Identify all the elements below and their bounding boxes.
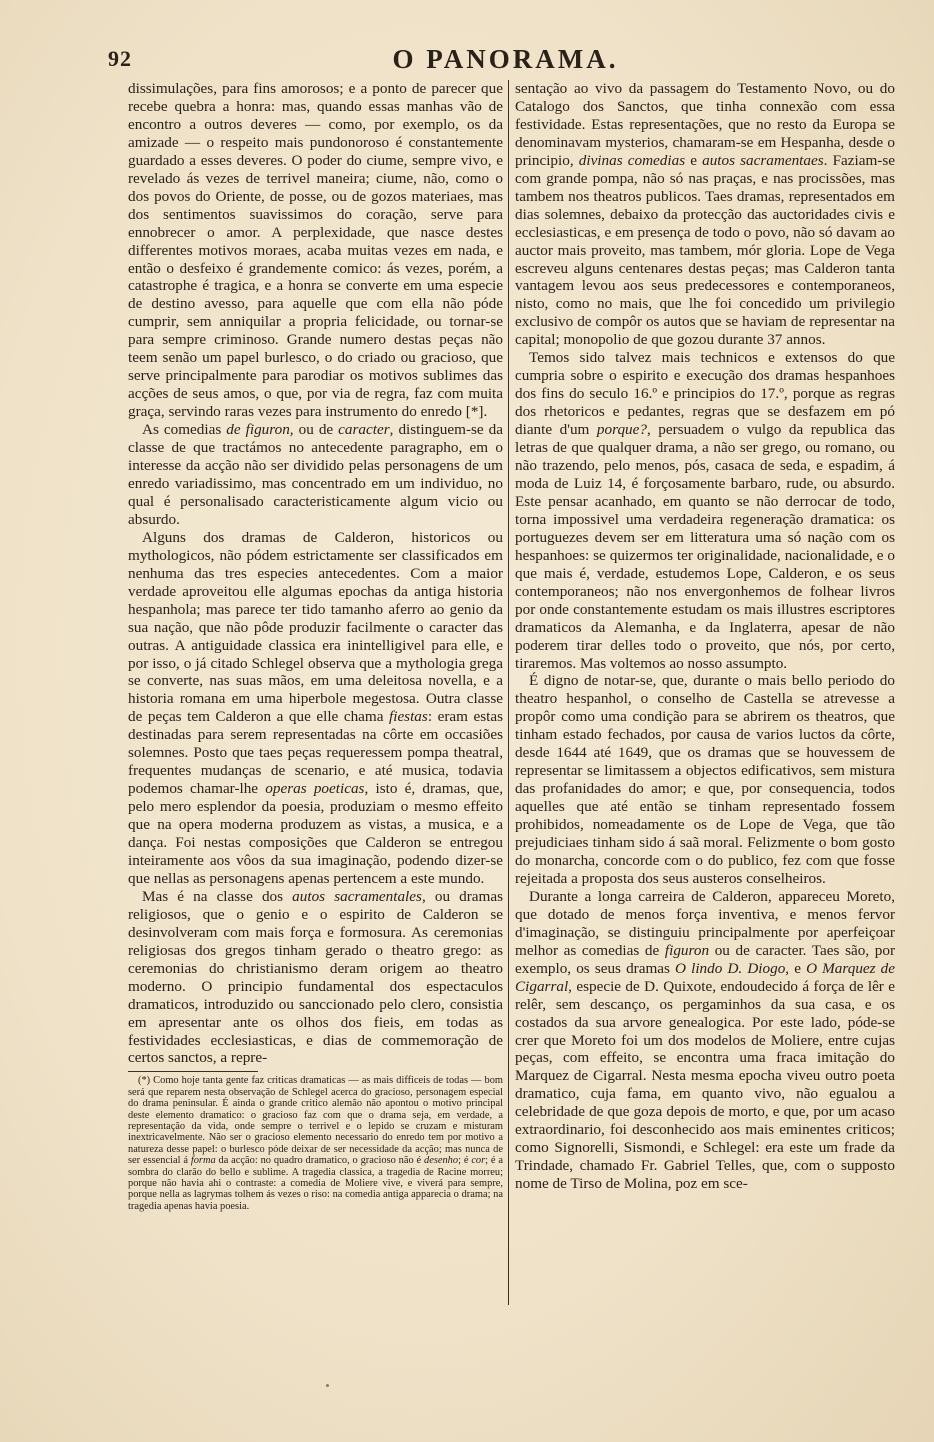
footnote: (*) Como hoje tanta gente faz criticas dramaticas — as mais difficeis de todas — bom será que reparem nesta observação de Schlegel acerca do gracioso, personagem especial do drama peninsular. É ainda o grande critico alemão não apontou o motivo principal deste elemento dramatico: o gracioso faz com que o drama seja, em verdade, a representação da vida, onde sempre o terrivel e o lepido se cruzam e misturam inextricavelmente. Não ser o gracioso elemento necessario do enredo tem por motivo a natureza desse papel: o burlesco póde deixar de ser necessidade da acção; mas nunca de ser essencial á forma da acção: no quadro dramatico, o gracioso não é desenho; é cor; é a sombra do clarão do bello e sublime. A tragedia classica, a tragedia de Racine morreu; porque não havia ahi o contraste: a comedia de Moliere vive, e viverá para sempre, porque nella as lagrymas tolhem ás vezes o riso: na comedia antiga apparecia o drama; na tragedia apenas havia poesia. — [128, 1075, 504, 1212]
paragraph: Temos sido talvez mais technicos e extensos do que cumpria sobre o espirito e execução dos dramas hespanhoes dos fins do seculo 16.º e principios do 17.º, porque as regras dos rhetoricos e pedantes, regras que se desfazem em pó diante d'um porque?, persuadem o vulgo da republica das letras de que qualquer drama, a não ser grego, ou romano, ou não trazendo, pelo menos, pós, casaca de seda, e espadim, á moda de Luiz 14, é forçosamente barbaro, rude, ou absurdo. Este pensar acanhado, em quanto se não derrocar de todo, torna impossivel uma verdadeira regeneração dramatica: os portuguezes devem ser em litteratura uma só nação com os hespanhoes: se quizermos ter originalidade, nacionalidade, e o que mais é, verdade, estudemos Lope, Calderon, e os seus contemporaneos; não nos envergonhemos de folhear livros por onde constantemente estudam os mais illustres escriptores dramaticos da Alemanha, e da Inglaterra, apesar de não poderem tirar delles todo o proveito, que nós, por certo, tiraremos. Mas voltemos ao nosso assumpto. — [515, 349, 895, 672]
paragraph: dissimulações, para fins amorosos; e a ponto de parecer que recebe quebra a honra: mas, quando essas manhas vão de encontro a outros deveres — como, por exemplo, os da amizade — o respeito mais pundonoroso é constantemente guardado a esses deveres. O poder do ciume, sempre vivo, e revelado ás vezes de terrivel maneira; ciume, não, como o dos povos do Oriente, de posse, ou de gozos materiaes, mas dos sentimentos suavissimos do coração, serve para ennobrecer o amor. A perplexidade, que nasce destes differentes motivos moraes, acaba muitas vezes em nada, e então o desfeixo é grandemente comico: ás vezes, porém, a catastrophe é tragica, e a honra se converte em uma especie de destino avesso, para aquelle que com ella não póde cumprir, sem anniquilar a propria felicidade, ou tornar-se para sempre criminoso. Grande numero destas peças não teem senão um papel burlesco, o do criado ou gracioso, que serve principalmente para parodiar os motivos sublimes das acções de seus amos, o que, por via de regra, faz com muita graça, servindo raras vezes para instrumento do enredo [*]. — [128, 80, 503, 421]
footnote-divider — [128, 1071, 258, 1072]
right-column — [515, 80, 895, 1193]
left-column — [128, 80, 503, 1212]
paragraph: É digno de notar-se, que, durante o mais bello periodo do theatro hespanhol, o conselho de Castella se atrevesse a propôr como uma condição para se abrirem os theatros, que tinham estado fechados, por causa de varios luctos da côrte, desde 1644 até 1649, que os dramas que se houvessem de representar se limitassem a objectos edificativos, sem mistura das profanidades do amor; e que, por consequencia, todos aquelles que até então se tinham representado fossem prohibidos, nomeadamente os de Lope de Vega, que tão prejudiciaes tinham sido á saã moral. Felizmente o bom gosto do monarcha, concorde com o do publico, fez com que fosse rejeitada a proposta dos seus austeros conselheiros. — [515, 672, 895, 887]
paragraph: Durante a longa carreira de Calderon, appareceu Moreto, que dotado de menos força inventiva, e menos fervor d'imaginação, se distinguiu principalmente por aperfeiçoar melhor as comedias de figuron ou de caracter. Taes são, por exemplo, os seus dramas O lindo D. Diogo, e O Marquez de Cigarral, especie de D. Quixote, endoudecido á força de lêr e relêr, sem descanço, os pergaminhos da sua casa, e os costados da sua arvore genealogica. Por este lado, póde-se crer que Moreto foi um dos modelos de Moliere, entre cujas peças, com effeito, se encontra uma fraca imitação do Marquez de Cigarral. Nesta mesma epocha viveu outro poeta dramatico, cuja fama, em quanto vivo, não egualou a celebridade de que goza depois de morto, e que, por um acaso extraordinario, foi desconhecido aos mais eminentes criticos; como Signorelli, Sismondi, e Schlegel: era este um frade da Trindade, chamado Fr. Gabriel Telles, que, com o supposto nome de Tirso de Molina, poz em sce- — [515, 887, 896, 1193]
page-number: 92 — [108, 46, 132, 71]
page-header — [108, 44, 903, 84]
paragraph: As comedias de figuron, ou de caracter, distinguem-se da classe de que tractámos no antecedente paragrapho, em o interesse da acção não ser dividido pelas personagens de um enredo variadissimo, mas concentrado em um individuo, no qual é personalisado caracteristicamente algum vicio ou absurdo. — [128, 421, 503, 528]
paragraph: Mas é na classe dos autos sacramentales, ou dramas religiosos, que o genio e o espirito de Calderon se desinvolveram com mais força e formosura. As ceremonias religiosas dos gregos tinham gerado o theatro grego: as ceremonias do christianismo deram origem ao theatro moderno. O principio fundamental dos espectaculos dramaticos, introduzido ou sanccionado pelo clero, consistia em apresentar ante os olhos dos fieis, em todas as festividades ecclesiasticas, e dias de commemoração de certos sanctos, a repre- — [128, 887, 504, 1067]
paragraph: Alguns dos dramas de Calderon, historicos ou mythologicos, não pódem estrictamente ser classificados em nenhuma das tres especies antecedentes. Com a maior verdade aproveitou elle algumas epochas da antiga historia hespanhola; mas parece ter tido tamanho aferro ao genio da sua nação, que não pôde produzir facilmente o caracter das outras. A antiguidade classica era inintelligivel para elle, e por isso, o já citado Schlegel observa que a mythologia grega se converte, nas suas mãos, em uma deleitosa novella, e a historia romana em uma hiperbole megestosa. Outra classe de peças tem Calderon a que elle chama fiestas: eram estas destinadas para serem representadas na côrte em occasiões solemnes. Posto que taes peças requeressem pompa theatral, frequentes mudanças de scenario, e até musica, todavia podemos chamar-lhe operas poeticas, isto é, dramas, que, pelo mero esplendor da poesia, produziam o mesmo effeito que na opera moderna produzem as vistas, a musica, e a dança. Foi nestas composições que Calderon se entregou inteiramente aos vôos da sua imaginação, podendo dizer-se que nellas as personagens apenas pertencem a este mundo. — [128, 528, 503, 887]
column-divider — [508, 80, 509, 1305]
masthead-title: O PANORAMA. — [392, 44, 619, 74]
ink-speck — [326, 1384, 329, 1387]
paragraph: sentação ao vivo da passagem do Testamento Novo, ou do Catalogo dos Sanctos, que tinha connexão com essa festividade. Estas representações, que no resto da Europa se denominavam mysterios, chamaram-se em Hespanha, desde o principio, divinas comedias e autos sacramentaes. Faziam-se com grande pompa, não só nas praças, e nas procissões, mas tambem nos theatros publicos. Taes dramas, representados em dias solemnes, debaixo da protecção das auctoridades civis e ecclesiasticas, e em presença de todo o povo, não só davam ao auctor mais proveito, mas tambem, mór gloria. Lope de Vega escreveu alguns centenares destas peças; mas Calderon tanta vantagem levou aos seus predecessores e contemporaneos, nisto, como no mais, que lhe foi concedido um privilegio exclusivo de compôr os autos que se haviam de representar na capital; monopolio de que gozou durante 37 annos. — [515, 80, 895, 349]
